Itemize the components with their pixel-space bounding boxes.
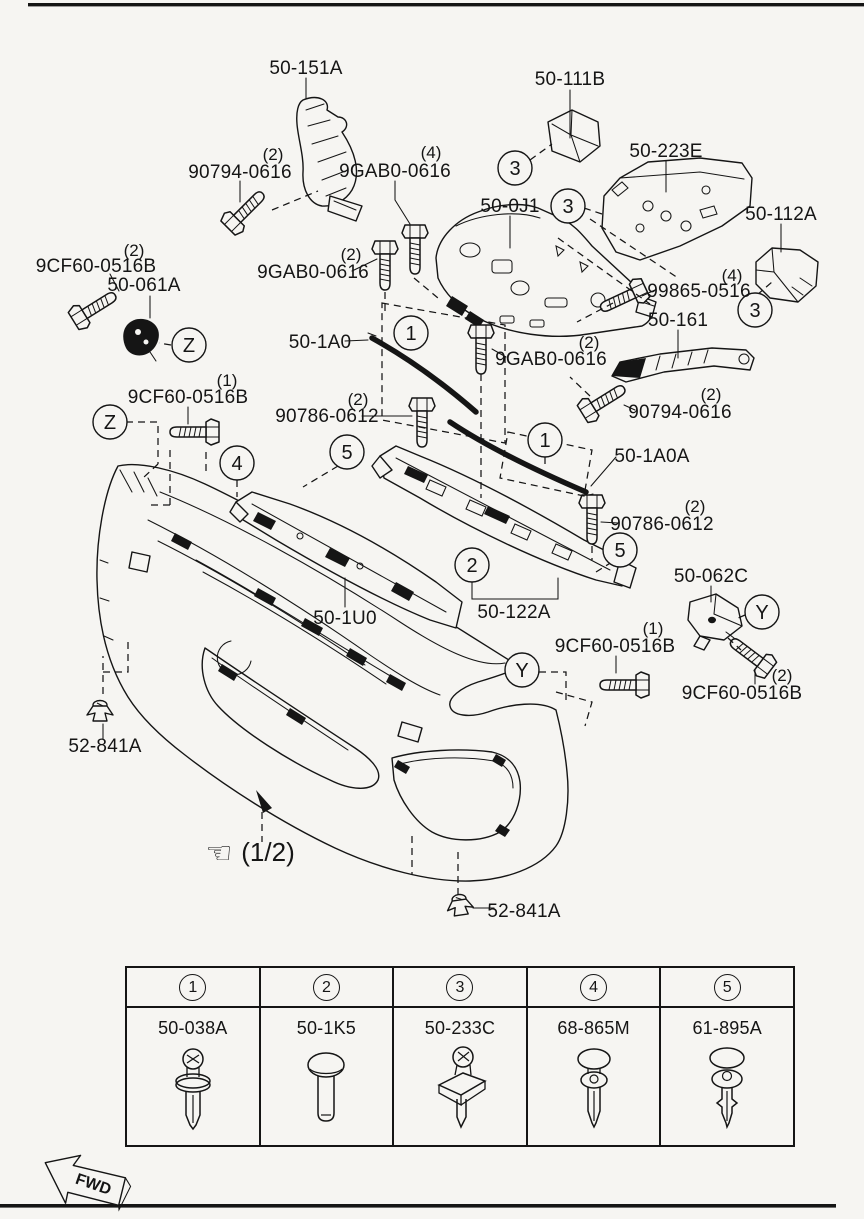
label-50-1U0: 50-1U0: [313, 608, 377, 629]
callout-3-c-label: 3: [749, 300, 761, 322]
fastener-col-4-header: [527, 967, 661, 1007]
callout-5-b: [603, 533, 637, 567]
label-50-223E: 50-223E: [629, 141, 703, 162]
push-rivet-icon: [528, 1043, 660, 1140]
fastener-col-2-number: 2: [313, 974, 340, 1001]
label-52-841A-bottom: 52-841A: [487, 901, 561, 922]
clip-52-841A-bottom-drawing: [446, 893, 475, 917]
qty-99865: (4): [721, 266, 743, 285]
qty-90786-right: (2): [684, 497, 706, 516]
label-99865-0516: 99865-0516: [647, 281, 751, 302]
bolt-90786-0612-right: [579, 495, 605, 544]
label-9GAB0-0616-mid: 9GAB0-0616: [495, 349, 607, 370]
callout-z-a: [172, 328, 206, 362]
callout-1-b-label: 1: [539, 430, 551, 452]
screw-clip-icon: [394, 1043, 526, 1140]
fastener-col-4-number: 4: [580, 974, 607, 1001]
callout-y-b: [505, 653, 539, 687]
fastener-col-5-number: 5: [714, 974, 741, 1001]
qty-9CF60-upper-left: (2): [123, 241, 145, 260]
label-50-161: 50-161: [647, 310, 709, 331]
callout-z-b-label: Z: [103, 412, 117, 434]
fastener-part-50-038A: 50-038A: [158, 1018, 228, 1038]
fastener-col-1-header: [126, 967, 260, 1007]
label-9CF60-0516B-left: 9CF60-0516B: [127, 387, 249, 408]
bolt-9GAB0-0616-mid: [468, 325, 494, 374]
fastener-cell-50-1K5: [260, 1007, 394, 1146]
qty-90794-right: (2): [700, 385, 722, 404]
label-9GAB0-0616-upper: 9GAB0-0616: [339, 161, 451, 182]
label-9CF60-0516B-right: 9CF60-0516B: [681, 683, 803, 704]
label-50-122A: 50-122A: [477, 602, 551, 623]
bolt-9CF60-0516B-bottom: [600, 672, 649, 698]
callout-3-a-label: 3: [509, 158, 521, 180]
fastener-col-1-number: 1: [179, 974, 206, 1001]
screw-grommet-icon: [127, 1043, 259, 1140]
bolt-90786-0612-left: [409, 398, 435, 447]
fastener-col-3-number: 3: [446, 974, 473, 1001]
fastener-part-50-233C: 50-233C: [424, 1018, 496, 1038]
callout-1-a: [394, 316, 428, 350]
callout-5-b-label: 5: [614, 540, 626, 562]
callout-5-a-label: 5: [341, 442, 353, 464]
fwd-arrow-label: FWD: [73, 1170, 114, 1199]
bracket-50-151A-drawing: [297, 98, 362, 221]
fastener-table-body-row: [126, 1007, 794, 1146]
bolt-90794-0616-right: [576, 377, 631, 425]
fastener-part-61-895A: 61-895A: [692, 1018, 762, 1038]
bolt-9GAB0-0616-qty4: [402, 225, 428, 274]
fwd-arrow: [34, 1144, 134, 1214]
fastener-part-68-865M: 68-865M: [557, 1018, 630, 1038]
hand-pointer-icon: ☜: [205, 837, 233, 870]
callout-1-b: [528, 423, 562, 457]
clip-50-112A-drawing: [756, 248, 818, 302]
qty-90786-left: (2): [347, 390, 369, 409]
bolt-9CF60-0516B-left: [170, 419, 219, 445]
bolt-9GAB0-0616-left: [372, 241, 398, 290]
callout-z-b: [93, 405, 127, 439]
fastener-table-header-row: [126, 967, 794, 1007]
qty-9CF60-right: (2): [771, 666, 793, 685]
callout-4: [220, 446, 254, 480]
callout-3-b: [551, 189, 585, 223]
label-50-0J1: 50-0J1: [480, 196, 540, 217]
clip-50-111B-drawing: [548, 110, 600, 162]
fastener-cell-61-895A: [660, 1007, 794, 1146]
label-50-062C: 50-062C: [673, 566, 749, 587]
note-half-label: (1/2): [241, 837, 295, 867]
label-50-112A: 50-112A: [745, 204, 817, 225]
callout-z-a-label: Z: [182, 335, 196, 357]
label-50-1A0A: 50-1A0A: [614, 446, 690, 467]
reinforcement-50-161-drawing: [612, 348, 754, 382]
qty-9CF60-left: (1): [216, 371, 238, 390]
label-90794-0616-upper: 90794-0616: [188, 162, 292, 183]
qty-9GAB0-left: (2): [340, 245, 362, 264]
qty-9CF60-bottom: (1): [642, 619, 664, 638]
callout-2: [455, 548, 489, 582]
label-9GAB0-0616-left: 9GAB0-0616: [257, 262, 369, 283]
fastener-cell-68-865M: [527, 1007, 661, 1146]
fastener-col-5-header: [660, 967, 794, 1007]
fastener-legend-table: [125, 966, 795, 1147]
callout-1-a-label: 1: [405, 323, 417, 345]
label-52-841A-left: 52-841A: [68, 736, 142, 757]
fastener-cell-50-233C: [393, 1007, 527, 1146]
label-90786-0612-left: 90786-0612: [275, 406, 379, 427]
label-50-151A: 50-151A: [269, 58, 343, 79]
qty-9GAB0-qty4: (4): [420, 143, 442, 162]
callout-y-a: [745, 595, 779, 629]
panel-50-223E-drawing: [602, 158, 752, 260]
clip-52-841A-left-drawing: [87, 701, 113, 722]
callout-4-label: 4: [231, 453, 243, 475]
label-9CF60-0516B-upper-left: 9CF60-0516B: [35, 256, 157, 277]
fastener-cell-50-038A: [126, 1007, 260, 1146]
label-90794-0616-right: 90794-0616: [628, 402, 732, 423]
callout-5-a: [330, 435, 364, 469]
push-rivet-barbed-icon: [661, 1043, 793, 1140]
clip-50-061A-drawing: [123, 319, 159, 361]
bolt-9CF60-0516B-right: [724, 630, 779, 680]
qty-9GAB0-mid: (2): [578, 333, 600, 352]
pin-fastener-icon: [261, 1043, 393, 1140]
hand-note: [206, 837, 295, 870]
callout-2-label: 2: [466, 555, 478, 577]
callout-y-b-label: Y: [515, 660, 529, 682]
callout-3-b-label: 3: [562, 196, 574, 218]
callout-y-a-label: Y: [755, 602, 769, 624]
label-50-061A: 50-061A: [107, 275, 181, 296]
fastener-part-50-1K5: 50-1K5: [296, 1018, 357, 1038]
label-90786-0612-right: 90786-0612: [610, 514, 714, 535]
label-50-1A0: 50-1A0: [288, 332, 352, 353]
bolt-90794-0616-upper: [219, 184, 272, 237]
label-9CF60-0516B-bottom: 9CF60-0516B: [554, 636, 676, 657]
fastener-col-3-header: [393, 967, 527, 1007]
qty-90794-upper: (2): [262, 145, 284, 164]
fastener-col-2-header: [260, 967, 394, 1007]
label-50-111B: 50-111B: [534, 69, 606, 90]
callout-3-a: [498, 151, 532, 185]
